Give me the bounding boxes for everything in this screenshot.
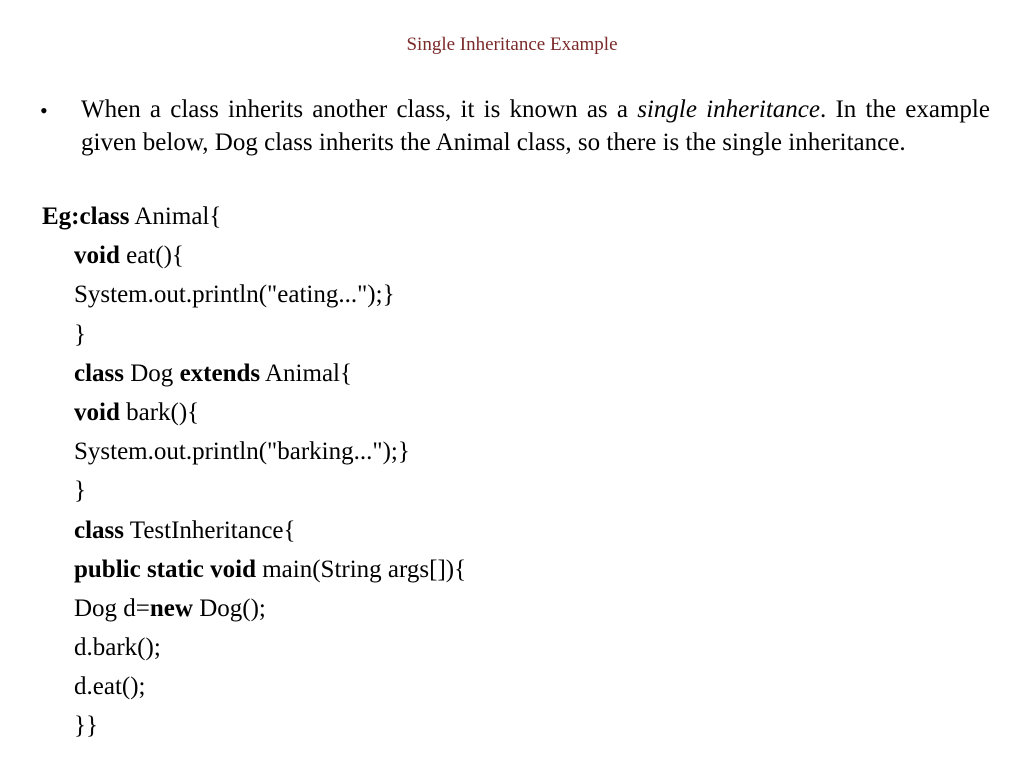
code-text: Dog(); (192, 594, 266, 622)
code-text: Dog d= (74, 594, 150, 622)
code-line-13 (42, 667, 982, 706)
code-keyword: void (74, 398, 120, 426)
code-text: System.out.println("barking...");} (74, 438, 410, 466)
code-keyword: new (149, 594, 193, 622)
code-text: System.out.println("eating...");} (74, 281, 395, 309)
code-text: main(String args[]){ (255, 555, 467, 583)
code-line-3 (42, 275, 982, 314)
code-text: d.eat(); (74, 673, 146, 701)
code-keyword: public static void (74, 555, 256, 583)
code-text: d.bark(); (74, 634, 161, 662)
code-line-2 (42, 236, 982, 275)
code-line-4 (42, 315, 982, 354)
bullet-text-part-2: . In the example given below, Dog class inherits the Animal class, so there is the single inheritance. (81, 96, 990, 156)
bullet-text-italic: single inheritance (637, 96, 820, 123)
code-line-10 (42, 550, 982, 589)
slide-title: Single Inheritance Example (406, 34, 618, 55)
code-keyword: class (74, 516, 124, 544)
code-line-11 (42, 589, 982, 628)
code-keyword: void (74, 242, 120, 270)
code-line-12 (42, 628, 982, 667)
code-line-8 (42, 471, 982, 510)
bullet-paragraph (40, 94, 990, 159)
code-keyword: Eg:class (42, 203, 130, 230)
code-line-1 (42, 197, 982, 236)
code-text: }} (74, 712, 98, 740)
code-text: Dog (124, 359, 180, 387)
bullet-text-part-1: When a class inherits another class, it is known as a (81, 96, 638, 123)
code-text: Animal{ (260, 359, 352, 387)
code-text: } (74, 320, 86, 348)
bullet-icon: • (40, 98, 48, 123)
code-text: } (74, 477, 86, 505)
bullet-text (81, 94, 990, 159)
code-line-7 (42, 432, 982, 471)
code-keyword: class (74, 359, 124, 387)
code-keyword: extends (179, 359, 261, 387)
code-line-9 (42, 511, 982, 550)
code-text: bark(){ (119, 398, 200, 426)
code-line-14 (42, 706, 982, 745)
code-line-6 (42, 393, 982, 432)
code-text: Animal{ (129, 203, 222, 230)
code-example (42, 197, 982, 746)
code-line-5 (42, 354, 982, 393)
code-text: TestInheritance{ (124, 516, 296, 544)
code-text: eat(){ (119, 242, 184, 270)
